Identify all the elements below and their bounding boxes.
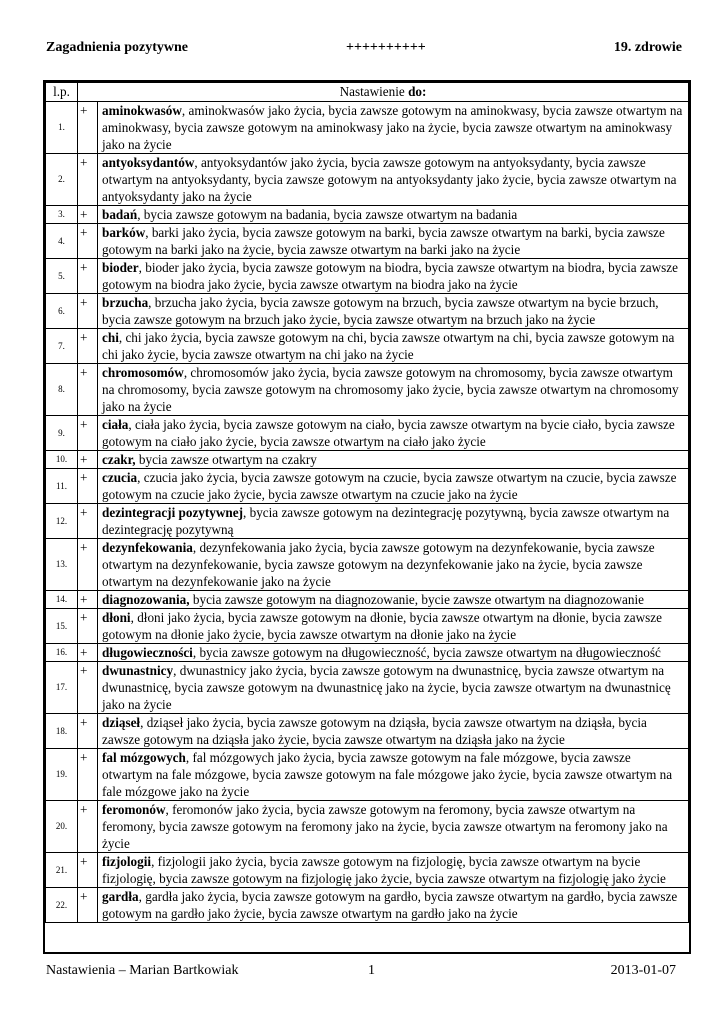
row-description: , chromosomów jako życia, bycia zawsze gotowym na chromosomy, bycia zawsze otwartym na chromosomy, bycia zawsze gotowym na chromosomy jako życie, bycia zawsze otwartym na chromosomy jako na życie (102, 365, 679, 414)
table-row (46, 714, 689, 749)
row-number: 3. (46, 206, 78, 224)
row-term: barków (102, 225, 146, 240)
column-header-attitude (78, 83, 689, 102)
table-row (46, 469, 689, 504)
table-row (46, 416, 689, 451)
row-number: 4. (46, 224, 78, 259)
row-term: gardła (102, 889, 139, 904)
row-sign: + (78, 294, 98, 329)
column-header-attitude-label: Nastawienie (339, 84, 405, 99)
row-term: dziąseł (102, 715, 141, 730)
row-number: 13. (46, 539, 78, 591)
row-number: 2. (46, 154, 78, 206)
row-sign: + (78, 329, 98, 364)
table-row (46, 888, 689, 923)
page-header (46, 40, 682, 60)
row-sign: + (78, 853, 98, 888)
row-text (98, 888, 689, 923)
row-term: długowieczności (102, 645, 193, 660)
row-number: 19. (46, 749, 78, 801)
footer-date: 2013-01-07 (610, 963, 676, 978)
row-sign: + (78, 609, 98, 644)
row-text (98, 329, 689, 364)
header-plus-signs: ++++++++++ (346, 40, 426, 55)
row-term: dwunastnicy (102, 663, 174, 678)
row-sign: + (78, 714, 98, 749)
table-row (46, 853, 689, 888)
row-term: dezintegracji pozytywnej (102, 505, 243, 520)
row-text (98, 294, 689, 329)
row-description: , dezynfekowania jako życia, bycia zawsze gotowym na dezynfekowanie, bycia zawsze otwartym na dezynfekowanie, bycia zawsze gotowym na dezynfekowanie jako na życie, bycia zawsze otwartym na dezynfekowanie jako na życie (102, 540, 655, 589)
row-description: , dłoni jako życia, bycia zawsze gotowym na dłonie, bycia zawsze otwartym na dłonie, bycia zawsze gotowym na dłonie jako życie, bycia zawsze otwartym na dłonie jako na życie (102, 610, 662, 642)
table-row (46, 749, 689, 801)
column-header-lp: l.p. (46, 83, 78, 102)
row-description: , aminokwasów jako życia, bycia zawsze gotowym na aminokwasy, bycia zawsze otwartym na aminokwasy, bycia zawsze gotowym na aminokwasy jako na życie, bycia zawsze otwartym na aminokwasy jako na życie (102, 103, 683, 152)
row-sign: + (78, 416, 98, 451)
header-topic: Zagadnienia pozytywne (46, 40, 188, 55)
row-text (98, 102, 689, 154)
row-sign: + (78, 102, 98, 154)
row-term: czakr, (102, 452, 136, 467)
row-term: ciała (102, 417, 129, 432)
row-term: brzucha (102, 295, 149, 310)
row-term: badań (102, 207, 138, 222)
row-text (98, 504, 689, 539)
row-term: aminokwasów (102, 103, 182, 118)
row-sign: + (78, 364, 98, 416)
row-sign: + (78, 888, 98, 923)
row-number: 20. (46, 801, 78, 853)
row-term: dłoni (102, 610, 131, 625)
row-description: , bioder jako życia, bycia zawsze gotowym na biodra, bycia zawsze otwartym na biodra, bycia zawsze gotowym na biodra jako życie, bycia zawsze otwartym na biodra jako na życie (102, 260, 679, 292)
row-text (98, 206, 689, 224)
row-description: , bycia zawsze gotowym na długowieczność, bycia zawsze otwartym na długowieczność (192, 645, 661, 660)
row-number: 5. (46, 259, 78, 294)
row-description: , chi jako życia, bycia zawsze gotowym na chi, bycia zawsze otwartym na chi, bycia zawsze gotowym na chi jako życie, bycia zawsze otwartym na chi jako na życie (102, 330, 675, 362)
row-description: , ciała jako życia, bycia zawsze gotowym na ciało, bycia zawsze otwartym na bycie ciało, bycia zawsze gotowym na ciało jako życie, bycia zawsze otwartym na ciało jako życie (102, 417, 675, 449)
row-text (98, 609, 689, 644)
row-sign: + (78, 154, 98, 206)
row-text (98, 801, 689, 853)
row-number: 22. (46, 888, 78, 923)
row-description: , feromonów jako życia, bycia zawsze gotowym na feromony, bycia zawsze otwartym na feromony, bycia zawsze gotowym na feromony jako na życie, bycia zawsze otwartym na feromony jako na życie (102, 802, 668, 851)
row-text (98, 154, 689, 206)
row-description: , fal mózgowych jako życia, bycia zawsze gotowym na fale mózgowe, bycia zawsze otwartym na fale mózgowe, bycia zawsze gotowym na fale mózgowe jako życie, bycia zawsze otwartym na fale mózgowe jako na życie (102, 750, 673, 799)
row-description: , brzucha jako życia, bycia zawsze gotowym na brzuch, bycia zawsze otwartym na bycie brzuch, bycia zawsze gotowym na brzuch jako życie, bycia zawsze otwartym na brzuch jako na życie (102, 295, 659, 327)
row-number: 21. (46, 853, 78, 888)
row-number: 10. (46, 451, 78, 469)
row-text (98, 853, 689, 888)
row-sign: + (78, 504, 98, 539)
row-term: chi (102, 330, 119, 345)
row-text (98, 749, 689, 801)
row-text (98, 591, 689, 609)
header-chapter: 19. zdrowie (613, 40, 682, 55)
row-term: antyoksydantów (102, 155, 195, 170)
table-row (46, 294, 689, 329)
table-row (46, 504, 689, 539)
table-row (46, 154, 689, 206)
row-sign: + (78, 206, 98, 224)
table-body (46, 102, 689, 923)
table-row (46, 609, 689, 644)
table-row (46, 801, 689, 853)
row-sign: + (78, 451, 98, 469)
row-number: 11. (46, 469, 78, 504)
row-number: 17. (46, 662, 78, 714)
row-text (98, 416, 689, 451)
row-description: , bycia zawsze gotowym na badania, bycia zawsze otwartym na badania (137, 207, 518, 222)
row-term: fizjologii (102, 854, 152, 869)
footer-page-number: 1 (368, 963, 375, 978)
table-row (46, 644, 689, 662)
table-row (46, 662, 689, 714)
row-number: 12. (46, 504, 78, 539)
row-sign: + (78, 644, 98, 662)
row-sign: + (78, 749, 98, 801)
row-number: 16. (46, 644, 78, 662)
row-description: , antyoksydantów jako życia, bycia zawsze gotowym na antyoksydanty, bycia zawsze otwartym na antyoksydanty, bycia zawsze gotowym na antyoksydanty jako życie, bycia zawsze otwartym na antyoksydanty jako na życie (102, 155, 677, 204)
row-term: fal mózgowych (102, 750, 186, 765)
row-term: chromosomów (102, 365, 184, 380)
row-description: bycia zawsze otwartym na czakry (135, 452, 317, 467)
row-text (98, 469, 689, 504)
row-text (98, 364, 689, 416)
row-term: czucia (102, 470, 138, 485)
footer-author: Nastawienia – Marian Bartkowiak (46, 963, 239, 978)
row-number: 14. (46, 591, 78, 609)
table-row (46, 451, 689, 469)
row-sign: + (78, 259, 98, 294)
row-description: , dwunastnicy jako życia, bycia zawsze gotowym na dwunastnicę, bycia zawsze otwartym na dwunastnicę, bycia zawsze gotowym na dwunastnicę jako na życie, bycia zawsze otwartym na dwunastnicę jako na życie (102, 663, 671, 712)
column-header-attitude-suffix: do: (408, 84, 427, 99)
row-text (98, 259, 689, 294)
row-term: bioder (102, 260, 139, 275)
row-number: 1. (46, 102, 78, 154)
row-number: 18. (46, 714, 78, 749)
row-number: 8. (46, 364, 78, 416)
row-text (98, 451, 689, 469)
row-number: 15. (46, 609, 78, 644)
row-number: 6. (46, 294, 78, 329)
row-sign: + (78, 801, 98, 853)
row-description: , bycia zawsze gotowym na dezintegrację pozytywną, bycia zawsze otwartym na dezintegrację pozytywną (102, 505, 670, 537)
table-row (46, 364, 689, 416)
row-sign: + (78, 469, 98, 504)
row-description: , czucia jako życia, bycia zawsze gotowym na czucie, bycia zawsze otwartym na czucie, bycia zawsze gotowym na czucie jako życie, bycia zawsze otwartym na czucie jako na życie (102, 470, 677, 502)
table-row (46, 224, 689, 259)
row-description: , gardła jako życia, bycia zawsze gotowym na gardło, bycia zawsze otwartym na gardło, bycia zawsze gotowym na gardło jako życie, bycia zawsze otwartym na gardło jako na życie (102, 889, 678, 921)
attitudes-table (43, 80, 691, 954)
table-row (46, 259, 689, 294)
row-number: 9. (46, 416, 78, 451)
row-text (98, 662, 689, 714)
row-text (98, 539, 689, 591)
row-text (98, 644, 689, 662)
row-sign: + (78, 539, 98, 591)
row-sign: + (78, 591, 98, 609)
row-number: 7. (46, 329, 78, 364)
row-sign: + (78, 662, 98, 714)
table-row (46, 206, 689, 224)
attitudes-table-grid (45, 82, 689, 923)
row-description: bycia zawsze gotowym na diagnozowanie, bycie zawsze otwartym na diagnozowanie (189, 592, 645, 607)
row-term: diagnozowania, (102, 592, 190, 607)
row-text (98, 714, 689, 749)
row-sign: + (78, 224, 98, 259)
table-row (46, 591, 689, 609)
row-term: dezynfekowania (102, 540, 193, 555)
row-term: feromonów (102, 802, 166, 817)
table-header-row (46, 83, 689, 102)
row-description: , fizjologii jako życia, bycia zawsze gotowym na fizjologię, bycia zawsze otwartym na bycie fizjologię, bycia zawsze gotowym na fizjologię jako życie, bycia zawsze otwartym na fizjologię jako życie (102, 854, 666, 886)
table-row (46, 539, 689, 591)
table-row (46, 329, 689, 364)
row-description: , barki jako życia, bycia zawsze gotowym na barki, bycia zawsze otwartym na barki, bycia zawsze gotowym na barki jako na życie, bycia zawsze otwartym na barki jako na życie (102, 225, 665, 257)
table-row (46, 102, 689, 154)
page-footer (46, 963, 676, 983)
row-text (98, 224, 689, 259)
row-description: , dziąseł jako życia, bycia zawsze gotowym na dziąsła, bycia zawsze otwartym na dziąsła, bycia zawsze gotowym na dziąsła jako życie, bycia zawsze otwartym na dziąsła jako na życie (102, 715, 647, 747)
